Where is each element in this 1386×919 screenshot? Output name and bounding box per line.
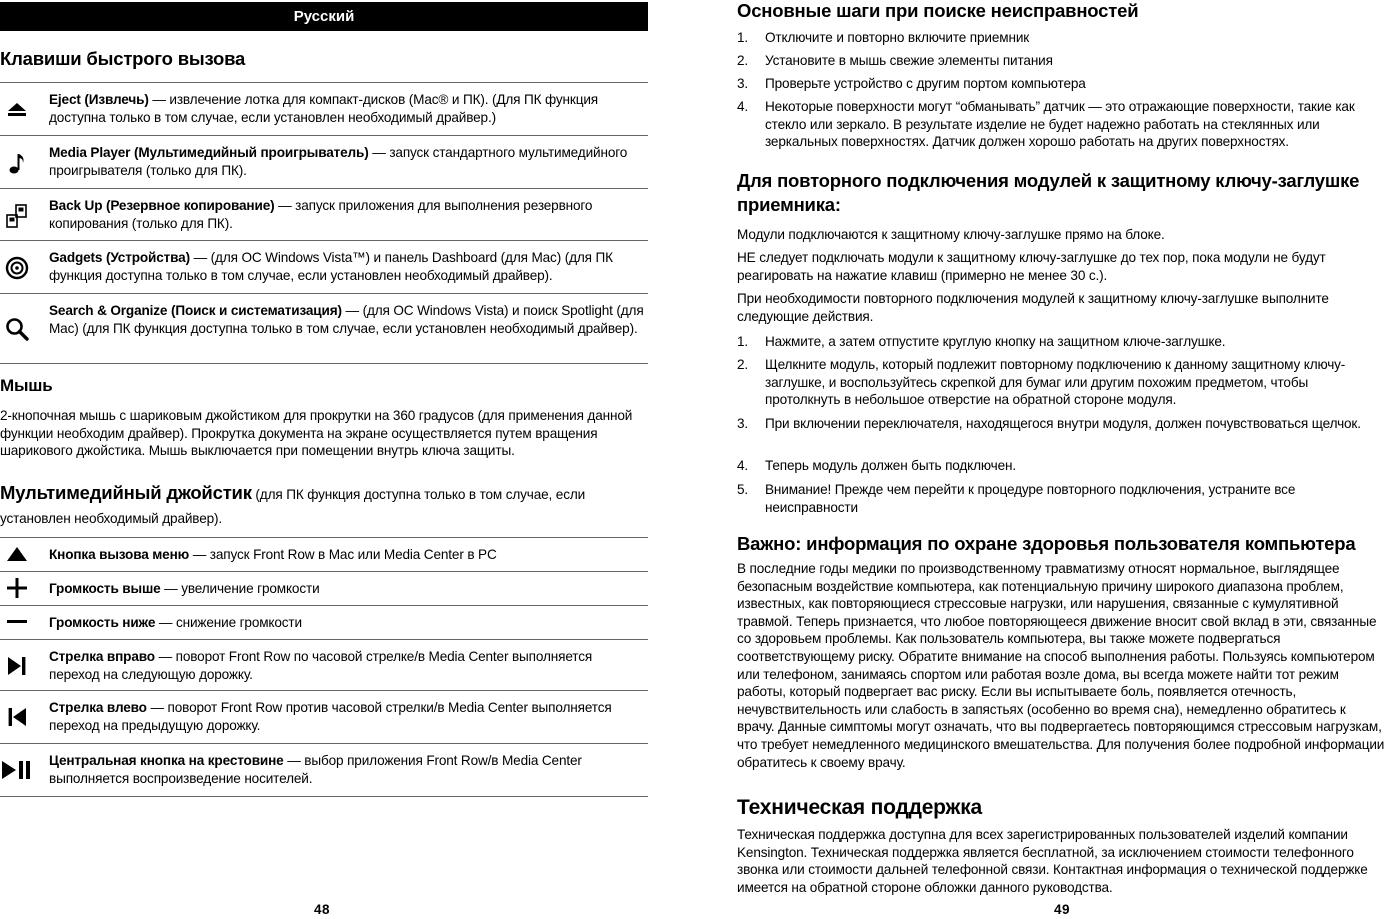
hotkey-name: Media Player (Мультимедийный проигрыватель) <box>49 145 369 160</box>
joystick-desc: — снижение громкости <box>155 615 302 630</box>
list-text: Проверьте устройство с другим портом компьютера <box>765 76 1086 91</box>
hotkey-row <box>0 135 648 188</box>
reconnect-title-line2: приемника: <box>737 194 841 215</box>
list-text: При включении переключателя, находящегося внутри модуля, должен почувствоваться щелчок. <box>765 416 1361 431</box>
hotkey-row <box>0 188 648 240</box>
health-title: Важно: информация по охране здоровья пользователя компьютера <box>737 533 1356 554</box>
list-text: Щелкните модуль, который подлежит повторному подключению к данному защитному ключу-заглушке, и воспользуйтесь скрепкой для бумаг или другим похожим предметом, чтобы протолкнуть в небольшое отверстие на обратной стороне модуля. <box>765 357 1346 408</box>
mouse-text: 2-кнопочная мышь с шариковым джойстиком для прокрутки на 360 градусов (для применения данной функции необходим драйвер). Прокрутка документа на экране осуществляется путем вращения шарикового джойстика. Мышь выключается при помещении внутрь ключа защиты. <box>0 408 633 459</box>
joystick-row <box>0 537 648 571</box>
prev-track-icon <box>0 693 34 741</box>
list-number: 2. <box>737 357 749 372</box>
hotkey-desc: — (для ОС Windows Vista) и поиск Spotlight (для Mac) (для ПК функция доступна только в том случае, если установлен необходимый драйвер). <box>49 303 644 336</box>
table-divider <box>0 363 648 364</box>
joystick-note: (для ПК функция доступна только в том случае, если установлен необходимый драйвер). <box>0 487 586 526</box>
hotkey-row <box>0 240 648 293</box>
backup-icon <box>0 191 34 241</box>
minus-icon <box>0 606 34 638</box>
joystick-desc: — увеличение громкости <box>160 581 320 596</box>
reconnect-paragraph: НЕ следует подключать модули к защитному ключу-заглушке до тех пор, пока модули не будут реагировать на нажатие клавиш (примерно не менее 30 с.). <box>737 250 1326 283</box>
reconnect-title <box>737 169 1386 217</box>
page-number: 48 <box>314 902 331 917</box>
eject-icon <box>0 85 34 135</box>
joystick-desc: — поворот Front Row против часовой стрелки/в Media Center выполняется переход на предыдущую дорожку. <box>49 700 612 733</box>
list-number: 5. <box>737 482 749 497</box>
joystick-row <box>0 639 648 690</box>
joystick-name: Стрелка вправо <box>49 649 155 664</box>
list-number: 2. <box>737 53 749 68</box>
joystick-title: Мультимедийный джойстик <box>0 482 252 503</box>
list-text: Внимание! Прежде чем перейти к процедуре повторного подключения, устраните все неисправности <box>765 482 1296 515</box>
play-pause-icon <box>0 746 34 794</box>
language-bar: Русский <box>0 2 648 31</box>
table-divider <box>0 796 648 797</box>
hotkey-desc: — извлечение лотка для компакт-дисков (Mac® и ПК). (Для ПК функция доступна только в том случае, если установлен необходимый драйвер.) <box>49 92 599 125</box>
list-number: 4. <box>737 99 749 114</box>
list-text: Теперь модуль должен быть подключен. <box>765 458 1016 473</box>
hotkey-name: Search & Organize (Поиск и систематизация) <box>49 303 342 318</box>
plus-icon <box>0 572 34 604</box>
joystick-name: Стрелка влево <box>49 700 147 715</box>
list-number: 1. <box>737 334 749 349</box>
hotkey-desc: — (для ОС Windows Vista™) и панель Dashboard (для Mac) (для ПК функция доступна только в том случае, если установлен необходимый драйвер). <box>49 250 613 283</box>
joystick-name: Громкость выше <box>49 581 161 596</box>
health-text: В последние годы медики по производственному травматизму относят нормальное, выглядящее безопасным воздействие компьютера, как потенциальную причину широкого диапазона проблем, известных, как повторяющиеся стрессовые нагрузки, или нарушения, связанные с кумулятивной травмой. Теперь признается, что любое повторяющееся движение вносит свой вклад в эти, связанные со здоровьем проблемы. Как пользователь компьютера, вы также можете подвергаться соответствующему риску. Обратите внимание на способ выполнения работы. Пользуясь компьютером или телефоном, занимаясь спортом или работая возле дома, вы всегда можете найти тот режим работы, который подвергает вас риску. Если вы испытываете боль, появляется отечность, нечувствительность или слабость в запястьях (особенно во время сна), немедленно обратитесь к врачу. Данные симптомы могут означать, что вы подвергаетесь повторяющимся стрессовым нагрузкам, что требует немедленного медицинского вмешательства. Для получения более подробной информации обратитесь к своему врачу. <box>737 561 1385 770</box>
gadgets-icon <box>0 243 34 293</box>
joystick-name: Громкость ниже <box>49 615 156 630</box>
reconnect-paragraph: При необходимости повторного подключения модулей к защитному ключу-заглушке выполните следующие действия. <box>737 291 1329 324</box>
list-number: 3. <box>737 416 749 431</box>
joystick-desc: — запуск Front Row в Mac или Media Center в PC <box>189 547 497 562</box>
joystick-row <box>0 605 648 639</box>
joystick-desc: — поворот Front Row по часовой стрелке/в Media Center выполняется переход на следующую дорожку. <box>49 649 593 682</box>
music-note-icon <box>0 138 34 188</box>
hotkey-desc: — запуск стандартного мультимедийного проигрывателя (только для ПК). <box>49 145 628 178</box>
hotkeys-title: Клавиши быстрого вызова <box>0 48 246 69</box>
list-text: Отключите и повторно включите приемник <box>765 30 1030 45</box>
right-page <box>737 0 1386 919</box>
joystick-name: Кнопка вызова меню <box>49 547 190 562</box>
list-number: 3. <box>737 76 749 91</box>
joystick-row <box>0 690 648 743</box>
list-number: 4. <box>737 458 749 473</box>
next-track-icon <box>0 642 34 690</box>
reconnect-paragraph: Модули подключаются к защитному ключу-заглушке прямо на блоке. <box>737 227 1165 242</box>
joystick-row <box>0 743 648 796</box>
hotkey-name: Eject (Извлечь) <box>49 92 149 107</box>
up-triangle-icon <box>0 538 34 570</box>
hotkey-name: Gadgets (Устройства) <box>49 250 190 265</box>
reconnect-title-line1: Для повторного подключения модулей к защитному ключу-заглушке <box>737 170 1360 191</box>
mouse-title: Мышь <box>0 376 53 395</box>
list-text: Нажмите, а затем отпустите круглую кнопку на защитном ключе-заглушке. <box>765 334 1226 349</box>
list-text: Установите в мышь свежие элементы питания <box>765 53 1053 68</box>
left-page <box>0 0 648 919</box>
hotkey-row <box>0 82 648 135</box>
search-icon <box>0 304 34 354</box>
hotkey-name: Back Up (Резервное копирование) <box>49 198 275 213</box>
page-number: 49 <box>1054 902 1071 917</box>
list-number: 1. <box>737 30 749 45</box>
joystick-heading <box>0 481 640 531</box>
troubleshoot-title: Основные шаги при поиске неисправностей <box>737 0 1139 21</box>
support-text: Техническая поддержка доступна для всех зарегистрированных пользователей изделий компании Kensington. Техническая поддержка является бесплатной, за исключением стоимости телефонного звонка или стоимости дальней телефонной связи. Контактная информация о технической поддержке имеется на обратной стороне обложки данного руководства. <box>737 827 1368 895</box>
joystick-name: Центральная кнопка на крестовине <box>49 753 284 768</box>
joystick-row <box>0 571 648 605</box>
hotkey-desc: — запуск приложения для выполнения резервного копирования (только для ПК). <box>49 198 593 231</box>
joystick-desc: — выбор приложения Front Row/в Media Center выполняется воспроизведение носителей. <box>49 753 582 786</box>
support-title: Техническая поддержка <box>737 796 983 819</box>
hotkey-row <box>0 293 648 363</box>
list-text: Некоторые поверхности могут “обманывать” датчик — это отражающие поверхности, такие как стекло или зеркало. В результате изделие не будет надежно работать на стеклянных или зеркальных поверхностях. Датчик должен хорошо работать на других поверхностях. <box>765 99 1355 150</box>
